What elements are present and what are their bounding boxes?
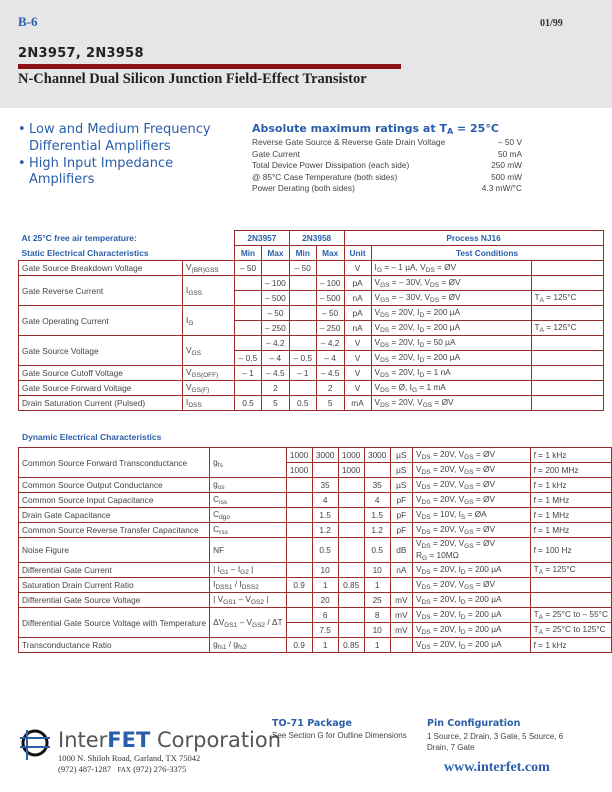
- max2-value: 2: [316, 381, 344, 396]
- max2-value: 25: [364, 593, 390, 608]
- table-row: [19, 366, 604, 381]
- test-condition: $V_{DS} = 20V$, $V_{GS}$ = ØV: [371, 396, 531, 411]
- param-name: Common Source Input Capacitance: [19, 493, 210, 508]
- min2-value: [338, 593, 364, 608]
- dynamic-section-label: Dynamic Electrical Characteristics: [22, 432, 162, 442]
- min1-value: 0.5: [235, 396, 262, 411]
- revision-date: 01/99: [540, 18, 563, 29]
- test-condition-extra: [530, 578, 611, 593]
- min2-value: 0.85: [338, 578, 364, 593]
- test-condition: $V_{DS} = 20V$, $V_{GS}$ = ØV: [412, 578, 530, 593]
- unit-value: µS: [390, 478, 412, 493]
- param-name: Common Source Output Conductance: [19, 478, 210, 493]
- param-symbol: $g_{fs}$: [210, 448, 286, 478]
- unit-value: mV: [390, 623, 412, 638]
- min1-value: – 50: [235, 261, 262, 276]
- bullet-icon: •: [18, 155, 26, 171]
- test-condition: $V_{DS} = 20V$, $I_D = 200$ µA: [412, 638, 530, 653]
- table-row: [19, 306, 604, 321]
- min2-value: 1000: [338, 463, 364, 478]
- test-condition-extra: [531, 261, 603, 276]
- test-condition-extra: $T_A = 125^\circ C$: [531, 321, 603, 336]
- param-symbol: $g_{fs1} / g_{fs2}$: [210, 638, 286, 653]
- min2-value: [289, 381, 316, 396]
- table-row: [19, 493, 612, 508]
- unit-value: [390, 638, 412, 653]
- param-name: Differential Gate Source Voltage with Temperature: [19, 608, 210, 638]
- param-symbol: $I_{DSS1} / I_{DSS2}$: [210, 578, 286, 593]
- feature-list: [18, 122, 211, 189]
- max1-value: – 4.2: [262, 336, 290, 351]
- unit-value: nA: [344, 291, 371, 306]
- min1-value: [235, 321, 262, 336]
- min2-value: – 0.5: [289, 351, 316, 366]
- part1-header: 2N3957: [235, 231, 290, 246]
- test-condition: $V_{DS} = 20V$, $I_D = 200$ µA: [412, 563, 530, 578]
- test-condition-extra: f = 1 MHz: [530, 523, 611, 538]
- unit-value: pA: [344, 276, 371, 291]
- absolute-max-list: [252, 137, 522, 195]
- table-row: [19, 608, 612, 623]
- test-condition: $V_{DS} = 20V$, $I_D = 200$ µA: [412, 623, 530, 638]
- rating-row: @ 85°C Case Temperature (both sides) 500 mW: [252, 171, 522, 182]
- max2-value: 1: [364, 578, 390, 593]
- param-name: Differential Gate Source Voltage: [19, 593, 210, 608]
- min1-value: – 0.5: [235, 351, 262, 366]
- unit-value: µS: [390, 448, 412, 463]
- pin-config-title: Pin Configuration: [427, 718, 521, 729]
- feature-item: • Low and Medium Frequency: [18, 122, 211, 137]
- min1-value: [235, 381, 262, 396]
- min2-value: 1000: [338, 448, 364, 463]
- test-condition: $V_{DS} = 20V$, $I_D = 200$ µA: [412, 608, 530, 623]
- feature-item: • High Input Impedance: [18, 155, 174, 171]
- table-row: [19, 638, 612, 653]
- param-symbol: $V_{(BR)GSS}$: [183, 261, 235, 276]
- test-condition-extra: [530, 593, 611, 608]
- max2-value: 4: [364, 493, 390, 508]
- table-row: [19, 508, 612, 523]
- max-header: Max: [316, 246, 344, 261]
- test-condition-extra: $T_A = 25^\circ C$ to – 55°C: [530, 608, 611, 623]
- max1-value: – 4.5: [262, 366, 290, 381]
- dynamic-characteristics-table: [18, 447, 612, 653]
- unit-value: mV: [390, 593, 412, 608]
- max1-value: – 100: [262, 276, 290, 291]
- max1-value: – 50: [262, 306, 290, 321]
- test-condition-extra: f = 1 kHz: [530, 478, 611, 493]
- min2-value: [338, 478, 364, 493]
- pin-config-text: 1 Source, 2 Drain, 3 Gate, 5 Source, 6 Drain, 7 Gate: [427, 732, 564, 752]
- min2-value: [338, 523, 364, 538]
- unit-value: nA: [390, 563, 412, 578]
- param-name: Common Source Forward Transconductance: [19, 448, 210, 478]
- max2-value: – 100: [316, 276, 344, 291]
- max1-value: 4: [312, 493, 338, 508]
- test-condition-extra: [531, 276, 603, 291]
- max1-value: [262, 261, 290, 276]
- feature-item-cont: Amplifiers: [29, 172, 95, 188]
- max2-value: [316, 261, 344, 276]
- unit-value: V: [344, 366, 371, 381]
- min1-value: 0.9: [286, 578, 312, 593]
- unit-value: pF: [390, 523, 412, 538]
- max2-value: – 50: [316, 306, 344, 321]
- param-name: Gate Source Cutoff Voltage: [19, 366, 183, 381]
- max2-value: – 250: [316, 321, 344, 336]
- test-condition-extra: f = 1 MHz: [530, 493, 611, 508]
- unit-value: V: [344, 261, 371, 276]
- min-header: Min: [235, 246, 262, 261]
- test-condition: $V_{DS} = 20V$, $I_D = 200$ µA: [371, 351, 531, 366]
- rating-row: Total Device Power Dissipation (each side) 250 mW: [252, 160, 522, 170]
- max1-value: 10: [312, 563, 338, 578]
- table-row: [19, 336, 604, 351]
- max2-value: 10: [364, 623, 390, 638]
- max1-value: – 4: [262, 351, 290, 366]
- company-address: 1000 N. Shiloh Road, Garland, TX 75042 (972) 487-1287 FAX (972) 276-3375: [58, 753, 201, 774]
- min2-value: [338, 508, 364, 523]
- unit-value: nA: [344, 321, 371, 336]
- min1-value: [286, 608, 312, 623]
- min2-value: [338, 623, 364, 638]
- max2-value: [364, 463, 390, 478]
- table-row: [19, 593, 612, 608]
- max1-value: – 500: [262, 291, 290, 306]
- test-condition: $V_{DS} = 20V$, $I_D = 200$ µA: [412, 593, 530, 608]
- max1-value: 1.5: [312, 508, 338, 523]
- interfet-logo-icon: [18, 726, 52, 762]
- max1-value: 0.5: [312, 538, 338, 563]
- table-row: [19, 478, 612, 493]
- test-condition: $V_{DS} = 20V$, $V_{GS}$ = ØV $R_G = 10M\Omega$: [412, 538, 530, 563]
- param-name: Gate Operating Current: [19, 306, 183, 336]
- param-name: Gate Source Breakdown Voltage: [19, 261, 183, 276]
- part-numbers: 2N3957, 2N3958: [18, 46, 144, 61]
- min1-value: [286, 508, 312, 523]
- table-row: [19, 261, 604, 276]
- table-row: [19, 448, 612, 463]
- param-name: Gate Source Forward Voltage: [19, 381, 183, 396]
- max1-value: 7.5: [312, 623, 338, 638]
- min1-value: [235, 306, 262, 321]
- min1-value: [235, 276, 262, 291]
- max2-value: 1: [364, 638, 390, 653]
- min2-value: [289, 276, 316, 291]
- max2-value: 1.2: [364, 523, 390, 538]
- param-symbol: $C_{dgo}$: [210, 508, 286, 523]
- unit-value: pF: [390, 508, 412, 523]
- param-symbol: $I_{DSS}$: [183, 396, 235, 411]
- unit-value: V: [344, 381, 371, 396]
- test-condition-extra: f = 1 kHz: [530, 638, 611, 653]
- param-name: Noise Figure: [19, 538, 210, 563]
- max2-value: 5: [316, 396, 344, 411]
- test-condition-extra: $T_A = 25^\circ C$ to 125°C: [530, 623, 611, 638]
- min1-value: [286, 478, 312, 493]
- test-condition: $V_{DS} = 20V$, $I_D = 1$ nA: [371, 366, 531, 381]
- test-condition: $V_{DS} = 20V$, $V_{GS}$ = ØV: [412, 523, 530, 538]
- param-name: Differential Gate Current: [19, 563, 210, 578]
- max1-value: [312, 463, 338, 478]
- param-symbol: $\Delta V_{GS1} - V_{GS2}$ / ΔT: [210, 608, 286, 638]
- max1-value: 5: [262, 396, 290, 411]
- min2-value: [289, 321, 316, 336]
- test-condition: $V_{GS}$ = – 30V, $V_{DS}$ = ØV: [371, 291, 531, 306]
- param-symbol: $C_{rss}$: [210, 523, 286, 538]
- max2-value: – 4: [316, 351, 344, 366]
- test-condition: $V_{DS} = 20V$, $V_{GS}$ = ØV: [412, 493, 530, 508]
- min2-value: [338, 538, 364, 563]
- max2-value: – 4.5: [316, 366, 344, 381]
- rating-row: Power Derating (both sides) 4.3 mW/°C: [252, 183, 522, 193]
- param-symbol: | $V_{GS1} - V_{GS2}$ |: [210, 593, 286, 608]
- static-characteristics-table: [18, 230, 604, 411]
- param-symbol: $C_{iss}$: [210, 493, 286, 508]
- company-name: InterFET Corporation: [58, 728, 282, 752]
- max2-value: 1.5: [364, 508, 390, 523]
- table-row: [19, 396, 604, 411]
- max1-value: 1.2: [312, 523, 338, 538]
- unit-header: Unit: [344, 246, 371, 261]
- min2-value: – 1: [289, 366, 316, 381]
- max1-value: 1: [312, 638, 338, 653]
- table-row: [19, 538, 612, 563]
- min1-value: [286, 623, 312, 638]
- min2-value: [338, 608, 364, 623]
- max1-value: – 250: [262, 321, 290, 336]
- static-section-label: Static Electrical Characteristics: [21, 247, 149, 258]
- absolute-max-title: Absolute maximum ratings at $T_A = 25^\circ C$: [252, 122, 499, 136]
- max2-value: 10: [364, 563, 390, 578]
- param-symbol: $I_{GSS}$: [183, 276, 235, 306]
- min2-value: [289, 291, 316, 306]
- test-condition: $V_{DS} = 20V$, $V_{GS}$ = ØV: [412, 478, 530, 493]
- param-name: Drain Gate Capacitance: [19, 508, 210, 523]
- table-row: [19, 523, 612, 538]
- test-condition: $V_{GS}$ = – 30V, $V_{DS}$ = ØV: [371, 276, 531, 291]
- min2-value: 0.5: [289, 396, 316, 411]
- device-description: N-Channel Dual Silicon Junction Field-Effect Transistor: [18, 71, 367, 87]
- min1-value: – 1: [235, 366, 262, 381]
- min1-value: [286, 593, 312, 608]
- rating-row: Reverse Gate Source & Reverse Gate Drain Voltage – 50 V: [252, 137, 522, 147]
- param-name: Saturation Drain Current Ratio: [19, 578, 210, 593]
- max-header: Max: [262, 246, 290, 261]
- max1-value: 35: [312, 478, 338, 493]
- max1-value: 3000: [312, 448, 338, 463]
- param-symbol: $V_{GS}$: [183, 336, 235, 366]
- test-condition-extra: $T_A = 125^\circ C$: [530, 563, 611, 578]
- min1-value: [286, 538, 312, 563]
- min1-value: 1000: [286, 448, 312, 463]
- param-name: Gate Source Voltage: [19, 336, 183, 366]
- unit-value: V: [344, 336, 371, 351]
- max2-value: 0.5: [364, 538, 390, 563]
- feature-item-cont: Differential Amplifiers: [29, 138, 171, 154]
- max2-value: 3000: [364, 448, 390, 463]
- test-condition: $V_{DS} = 20V$, $V_{GS}$ = ØV: [412, 463, 530, 478]
- unit-value: V: [344, 351, 371, 366]
- param-symbol: | $I_{G1} - I_{G2}$ |: [210, 563, 286, 578]
- param-name: Common Source Reverse Transfer Capacitance: [19, 523, 210, 538]
- test-condition-extra: [531, 396, 603, 411]
- min1-value: [286, 493, 312, 508]
- unit-value: pA: [344, 306, 371, 321]
- test-condition-extra: [531, 381, 603, 396]
- test-condition-extra: [531, 366, 603, 381]
- part2-header: 2N3958: [289, 231, 344, 246]
- test-condition: $V_{DS}$ = Ø, $I_G = 1$ mA: [371, 381, 531, 396]
- max1-value: 1: [312, 578, 338, 593]
- max1-value: 2: [262, 381, 290, 396]
- unit-value: pF: [390, 493, 412, 508]
- param-name: Transconductance Ratio: [19, 638, 210, 653]
- test-condition-extra: f = 1 kHz: [530, 448, 611, 463]
- min2-value: [338, 563, 364, 578]
- test-condition: $I_G$ = – 1 µA, $V_{DS}$ = ØV: [371, 261, 531, 276]
- test-condition: $V_{DS} = 20V$, $I_D = 200$ µA: [371, 321, 531, 336]
- min1-value: 1000: [286, 463, 312, 478]
- temp-label: At 25°C free air temperature:: [21, 233, 137, 243]
- min2-value: 0.85: [338, 638, 364, 653]
- param-symbol: $V_{GS(OFF)}$: [183, 366, 235, 381]
- test-condition-extra: [531, 336, 603, 351]
- test-conditions-header: Test Conditions: [371, 246, 603, 261]
- test-condition: $V_{DS} = 20V$, $I_D = 200$ µA: [371, 306, 531, 321]
- test-condition-extra: f = 200 MHz: [530, 463, 611, 478]
- test-condition: $V_{DS} = 20V$, $V_{GS}$ = ØV: [412, 448, 530, 463]
- min1-value: [235, 336, 262, 351]
- min2-value: – 50: [289, 261, 316, 276]
- table-row: [19, 381, 604, 396]
- max2-value: – 500: [316, 291, 344, 306]
- test-condition-extra: $T_A = 125^\circ C$: [531, 291, 603, 306]
- unit-value: µS: [390, 463, 412, 478]
- min1-value: [235, 291, 262, 306]
- param-name: Gate Reverse Current: [19, 276, 183, 306]
- param-symbol: $I_G$: [183, 306, 235, 336]
- package-text: See Section G for Outline Dimensions: [272, 731, 407, 740]
- test-condition: $V_{DS} = 10V$, $I_S$ = ØA: [412, 508, 530, 523]
- unit-value: [390, 578, 412, 593]
- test-condition-extra: f = 100 Hz: [530, 538, 611, 563]
- min1-value: [286, 563, 312, 578]
- param-name: Drain Saturation Current (Pulsed): [19, 396, 183, 411]
- table-row: [19, 276, 604, 291]
- min1-value: [286, 523, 312, 538]
- bullet-icon: •: [18, 122, 26, 137]
- min-header: Min: [289, 246, 316, 261]
- website-link[interactable]: www.interfet.com: [444, 760, 550, 775]
- min2-value: [338, 493, 364, 508]
- unit-value: mV: [390, 608, 412, 623]
- max2-value: 35: [364, 478, 390, 493]
- test-condition-extra: [531, 351, 603, 366]
- max2-value: – 4.2: [316, 336, 344, 351]
- rating-row: Gate Current 50 mA: [252, 148, 522, 159]
- unit-value: dB: [390, 538, 412, 563]
- test-condition: $V_{DS} = 20V$, $I_D = 50$ µA: [371, 336, 531, 351]
- max1-value: 20: [312, 593, 338, 608]
- min2-value: [289, 306, 316, 321]
- param-symbol: NF: [210, 538, 286, 563]
- param-symbol: $V_{GS(F)}$: [183, 381, 235, 396]
- page-id: B-6: [18, 14, 38, 29]
- package-title: TO-71 Package: [272, 718, 352, 729]
- min2-value: [289, 336, 316, 351]
- process-header: Process NJ16: [344, 231, 603, 246]
- unit-value: mA: [344, 396, 371, 411]
- table-row: [19, 578, 612, 593]
- table-row: [19, 563, 612, 578]
- min1-value: 0.9: [286, 638, 312, 653]
- param-symbol: $g_{os}$: [210, 478, 286, 493]
- max1-value: 6: [312, 608, 338, 623]
- test-condition-extra: f = 1 MHz: [530, 508, 611, 523]
- test-condition-extra: [531, 306, 603, 321]
- title-divider: [18, 64, 401, 69]
- max2-value: 8: [364, 608, 390, 623]
